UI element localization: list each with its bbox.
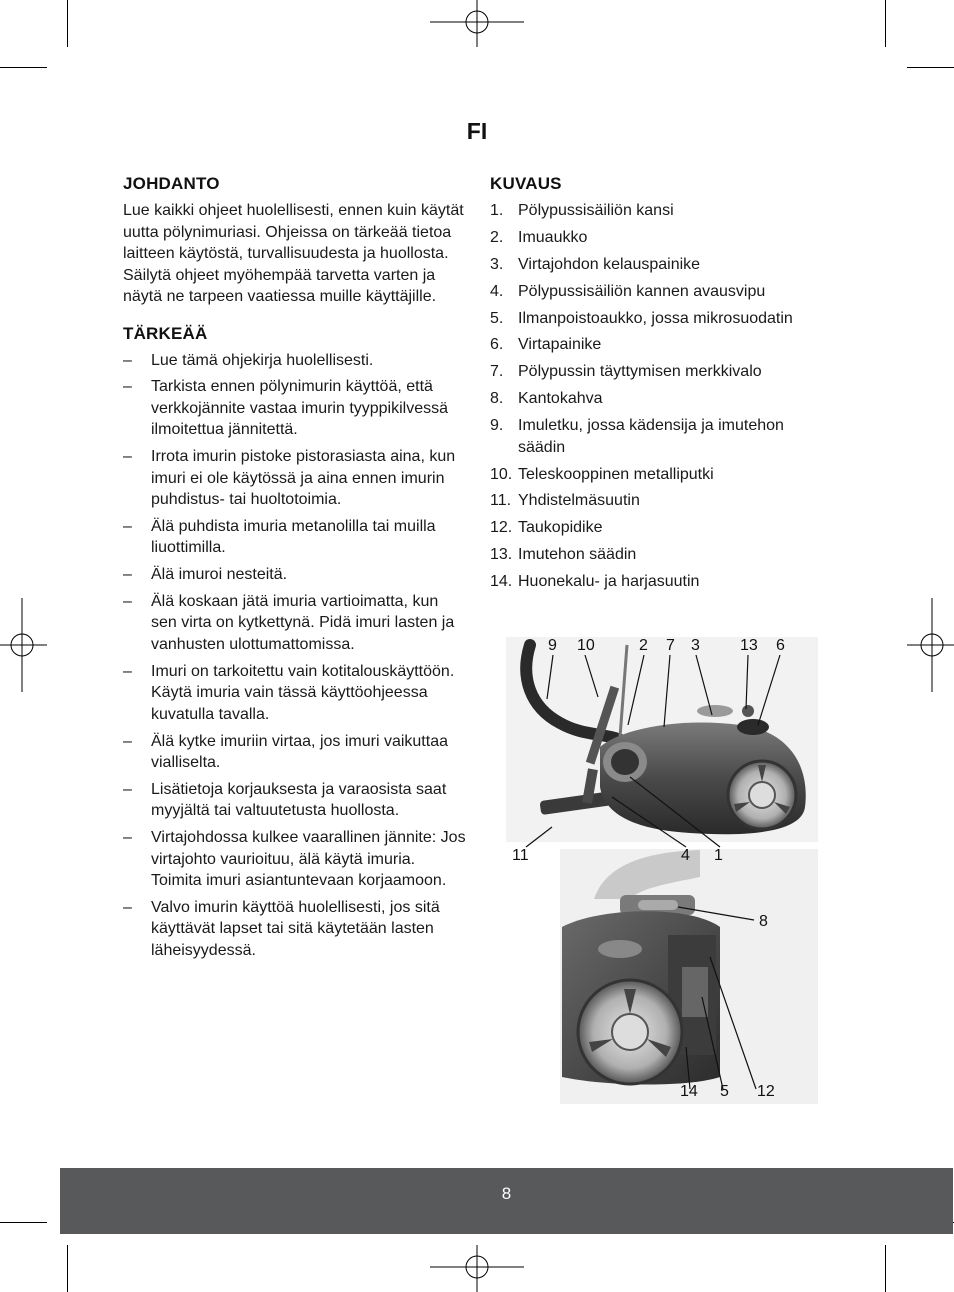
dash-mark: – xyxy=(123,829,132,847)
callout-12: 12 xyxy=(757,1083,775,1100)
vacuum-photo xyxy=(490,637,818,1104)
vacuum-diagram xyxy=(490,637,818,1104)
registration-mark-icon xyxy=(430,0,524,47)
part-number: 7. xyxy=(490,363,504,381)
page-number: 8 xyxy=(501,1184,512,1203)
part-number: 5. xyxy=(490,309,504,327)
part-item xyxy=(490,200,830,222)
list-item xyxy=(123,827,468,892)
part-number: 10. xyxy=(490,465,513,483)
list-item-text: Älä imuroi nesteitä. xyxy=(151,566,288,584)
list-item xyxy=(123,661,468,726)
callout-13: 13 xyxy=(740,637,758,654)
list-item-text: Lisätietoja korjauksesta ja varaosista saat myyjältä tai valtuutetusta huollosta. xyxy=(151,780,447,820)
crop-mark xyxy=(0,1222,47,1223)
part-item xyxy=(490,415,830,458)
part-number: 13. xyxy=(490,546,513,564)
list-item-text: Valvo imurin käyttöä huolellisesti, jos sitä käyttävät lapset tai sitä käytetään lasten läheisyydessä. xyxy=(151,898,440,959)
callout-8: 8 xyxy=(759,913,768,930)
part-item xyxy=(490,227,830,249)
registration-mark-icon xyxy=(907,598,954,692)
list-item xyxy=(123,376,468,441)
part-label: Imuaukko xyxy=(518,228,588,246)
list-item xyxy=(123,897,468,962)
left-column xyxy=(123,174,468,967)
part-label: Imuletku, jossa kädensija ja imutehon säädin xyxy=(518,417,784,456)
dash-mark: – xyxy=(123,662,132,680)
list-item xyxy=(123,446,468,511)
part-label: Pölypussisäiliön kansi xyxy=(518,202,674,219)
callout-5: 5 xyxy=(720,1083,729,1100)
list-item xyxy=(123,350,468,372)
intro-heading: JOHDANTO xyxy=(123,174,220,193)
part-item xyxy=(490,361,830,383)
part-item xyxy=(490,517,830,539)
dash-mark: – xyxy=(123,378,132,396)
part-label: Pölypussin täyttymisen merkkivalo xyxy=(518,363,762,381)
part-label: Virtapainike xyxy=(518,336,602,354)
part-item xyxy=(490,571,830,593)
intro-text: Lue kaikki ohjeet huolellisesti, ennen kuin käytät uutta pölynimuriasi. Ohjeissa on tärkeää tietoa laitteen käytöstä, turvallisuudesta ja huollosta. Säilytä ohjeet myöhempää tarvetta varten ja näytä ne tarpeen vaatiessa muille käyttäjille. xyxy=(123,202,464,305)
part-item xyxy=(490,464,830,486)
crop-mark xyxy=(0,67,47,68)
list-item-text: Älä koskaan jätä imuria vartioimatta, kun sen virta on kytkettynä. Pidä imuri lasten ja vanhusten ulottumattomissa. xyxy=(151,592,455,653)
part-label: Imutehon säädin xyxy=(518,546,637,564)
part-label: Virtajohdon kelauspainike xyxy=(518,255,701,273)
parts-list xyxy=(490,200,830,593)
language-code: FI xyxy=(466,118,488,144)
callout-9: 9 xyxy=(548,637,557,654)
part-label: Kantokahva xyxy=(518,390,603,408)
footer-band xyxy=(60,1168,953,1234)
part-item xyxy=(490,490,830,512)
important-heading: TÄRKEÄÄ xyxy=(123,323,208,343)
dash-mark: – xyxy=(123,566,132,584)
registration-mark-icon xyxy=(0,598,47,692)
part-item xyxy=(490,388,830,410)
callout-14: 14 xyxy=(680,1083,698,1100)
part-number: 6. xyxy=(490,336,504,354)
list-item xyxy=(123,564,468,586)
list-item xyxy=(123,779,468,822)
crop-mark xyxy=(885,1245,886,1292)
callout-7: 7 xyxy=(666,637,675,654)
list-item xyxy=(123,731,468,774)
part-number: 9. xyxy=(490,417,504,435)
callout-2: 2 xyxy=(639,637,648,654)
right-column xyxy=(490,174,830,598)
list-item-text: Älä kytke imuriin virtaa, jos imuri vaikuttaa vialliselta. xyxy=(151,732,448,772)
part-number: 3. xyxy=(490,255,504,273)
list-item-text: Tarkista ennen pölynimurin käyttöä, että verkkojännite vastaa imurin tyyppikilvessä ilmoitettua jännitettä. xyxy=(151,378,449,439)
part-label: Ilmanpoistoaukko, jossa mikrosuodatin xyxy=(518,309,793,327)
part-label: Yhdistelmäsuutin xyxy=(518,492,640,510)
part-number: 8. xyxy=(490,390,504,408)
dash-mark: – xyxy=(123,780,132,798)
description-heading: KUVAUS xyxy=(490,174,562,193)
part-item xyxy=(490,334,830,356)
callout-6: 6 xyxy=(776,637,785,654)
part-number: 14. xyxy=(490,573,513,591)
list-item-text: Lue tämä ohjekirja huolellisesti. xyxy=(151,351,374,369)
callout-11: 11 xyxy=(512,847,529,864)
registration-mark-icon xyxy=(430,1245,524,1292)
part-item xyxy=(490,254,830,276)
list-item-text: Imuri on tarkoitettu vain kotitalouskäyttöön. Käytä imuria vain tässä käyttöohjeessa kuvatulla tavalla. xyxy=(151,662,455,723)
crop-mark xyxy=(907,67,954,68)
crop-mark xyxy=(67,1245,68,1292)
part-item xyxy=(490,308,830,330)
part-label: Pölypussisäiliön kannen avausvipu xyxy=(518,282,766,300)
list-item-text: Irrota imurin pistoke pistorasiasta aina, kun imuri ei ole käytössä ja aina ennen imurin puhdistus- tai huoltotoimia. xyxy=(151,448,456,509)
list-item xyxy=(123,516,468,559)
list-item xyxy=(123,591,468,656)
part-number: 1. xyxy=(490,202,504,219)
dash-mark: – xyxy=(123,732,132,750)
part-item xyxy=(490,544,830,566)
part-number: 2. xyxy=(490,228,504,246)
callout-3: 3 xyxy=(691,637,700,654)
part-number: 12. xyxy=(490,519,513,537)
part-number: 4. xyxy=(490,282,504,300)
callout-10: 10 xyxy=(577,637,595,654)
list-item-text: Virtajohdossa kulkee vaarallinen jännite: Jos virtajohto vaurioituu, älä käytä imuria. Toimita imuri asiantuntevaan korjaamoon. xyxy=(151,829,466,890)
crop-mark xyxy=(67,0,68,47)
part-item xyxy=(490,281,830,303)
part-label: Teleskooppinen metalliputki xyxy=(518,465,714,483)
dash-mark: – xyxy=(123,448,132,466)
dash-mark: – xyxy=(123,592,132,610)
callout-1: 1 xyxy=(714,847,723,864)
dash-mark: – xyxy=(123,898,132,916)
dash-mark: – xyxy=(123,517,132,535)
dash-mark: – xyxy=(123,351,132,369)
part-label: Huonekalu- ja harjasuutin xyxy=(518,573,700,591)
list-item-text: Älä puhdista imuria metanolilla tai muilla liuottimilla. xyxy=(151,517,436,557)
crop-mark xyxy=(885,0,886,47)
important-list xyxy=(123,350,468,962)
callout-4: 4 xyxy=(681,847,690,864)
part-number: 11. xyxy=(490,492,512,510)
part-label: Taukopidike xyxy=(518,519,603,537)
